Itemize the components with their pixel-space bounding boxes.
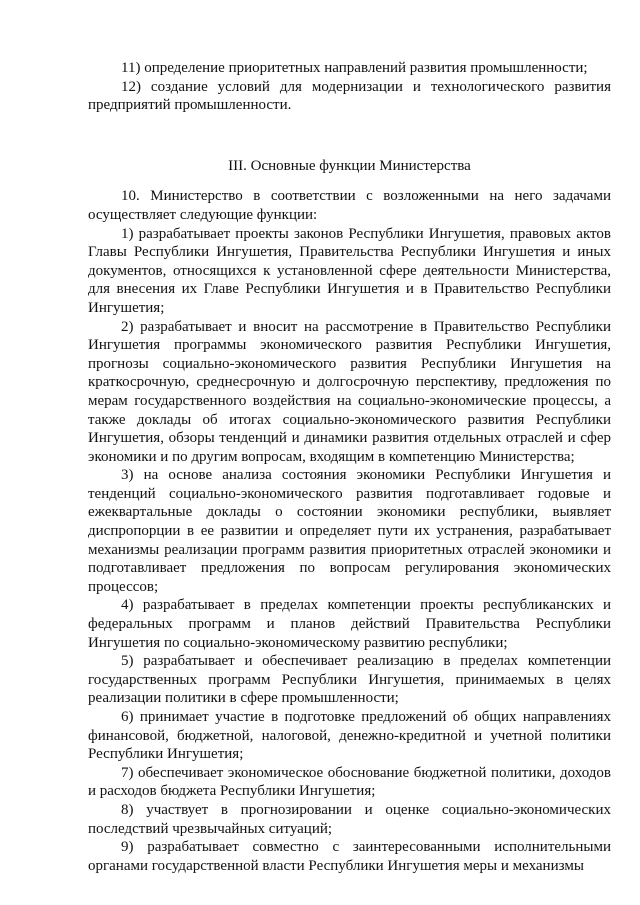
list-item: 1) разрабатывает проекты законов Республики Ингушетия, правовых актов Главы Республики Ингушетия, Правительства Республики Ингушетия и иных документов, относящихся к установленной сфере деятельности Министерства, для внесения их Главе Республики Ингушетия и в Правительство Республики Ингушетия;: [88, 225, 611, 316]
list-item: 6) принимает участие в подготовке предложений об общих направлениях финансовой, бюджетной, налоговой, денежно-кредитной и учетной политики Республики Ингушетия;: [88, 709, 611, 763]
spacer: [88, 115, 611, 157]
list-item: 4) разрабатывает в пределах компетенции проекты республиканских и федеральных программ и планов действий Правительства Республики Ингушетия по социально-экономическому развитию республики;: [88, 597, 611, 651]
list-item: 8) участвует в прогнозировании и оценке социально-экономических последствий чрезвычайных ситуаций;: [88, 801, 611, 837]
intro-paragraph: 10. Министерство в соответствии с возложенными на него задачами осуществляет следующие функции:: [88, 188, 611, 223]
list-item: 12) создание условий для модернизации и технологического развития предприятий промышленности.: [88, 78, 611, 114]
list-item: 2) разрабатывает и вносит на рассмотрение в Правительство Республики Ингушетия программы экономического развития Республики Ингушетия, прогнозы социально-экономического развития Республики Ингушетия на краткосрочную, среднесрочную и долгосрочную перспективу, предложения по мерам государственного воздействия на социально-экономические процессы, а также доклады об итогах социально-экономического развития Республики Ингушетия, обзоры тенденций и динамики развития отдельных отраслей и сфер экономики и по другим вопросам, входящим в компетенцию Министерства;: [88, 318, 611, 465]
list-item: 11) определение приоритетных направлений развития промышленности;: [121, 60, 588, 76]
section-title: III. Основные функции Министерства: [228, 157, 471, 174]
list-item: 7) обеспечивает экономическое обоснование бюджетной политики, доходов и расходов бюджета Республики Ингушетия;: [88, 764, 611, 800]
list-item: 9) разрабатывает совместно с заинтересованными исполнительными органами государственной власти Республики Ингушетия меры и механизмы: [88, 839, 611, 874]
spacer: [88, 175, 611, 187]
list-item: 5) разрабатывает и обеспечивает реализацию в пределах компетенции государственных программ Республики Ингушетия, принимаемых в целях реализации политики в сфере промышленности;: [88, 653, 611, 707]
list-item: 3) на основе анализа состояния экономики Республики Ингушетия и тенденций социально-экономического развития подготавливает годовые и ежеквартальные доклады о состоянии экономики республики, выявляет диспропорции в ее развитии и определяет пути их устранения, разрабатывает механизмы реализации программ развития приоритетных отраслей экономики и подготавливает предложения по вопросам регулирования экономических процессов;: [88, 467, 611, 595]
